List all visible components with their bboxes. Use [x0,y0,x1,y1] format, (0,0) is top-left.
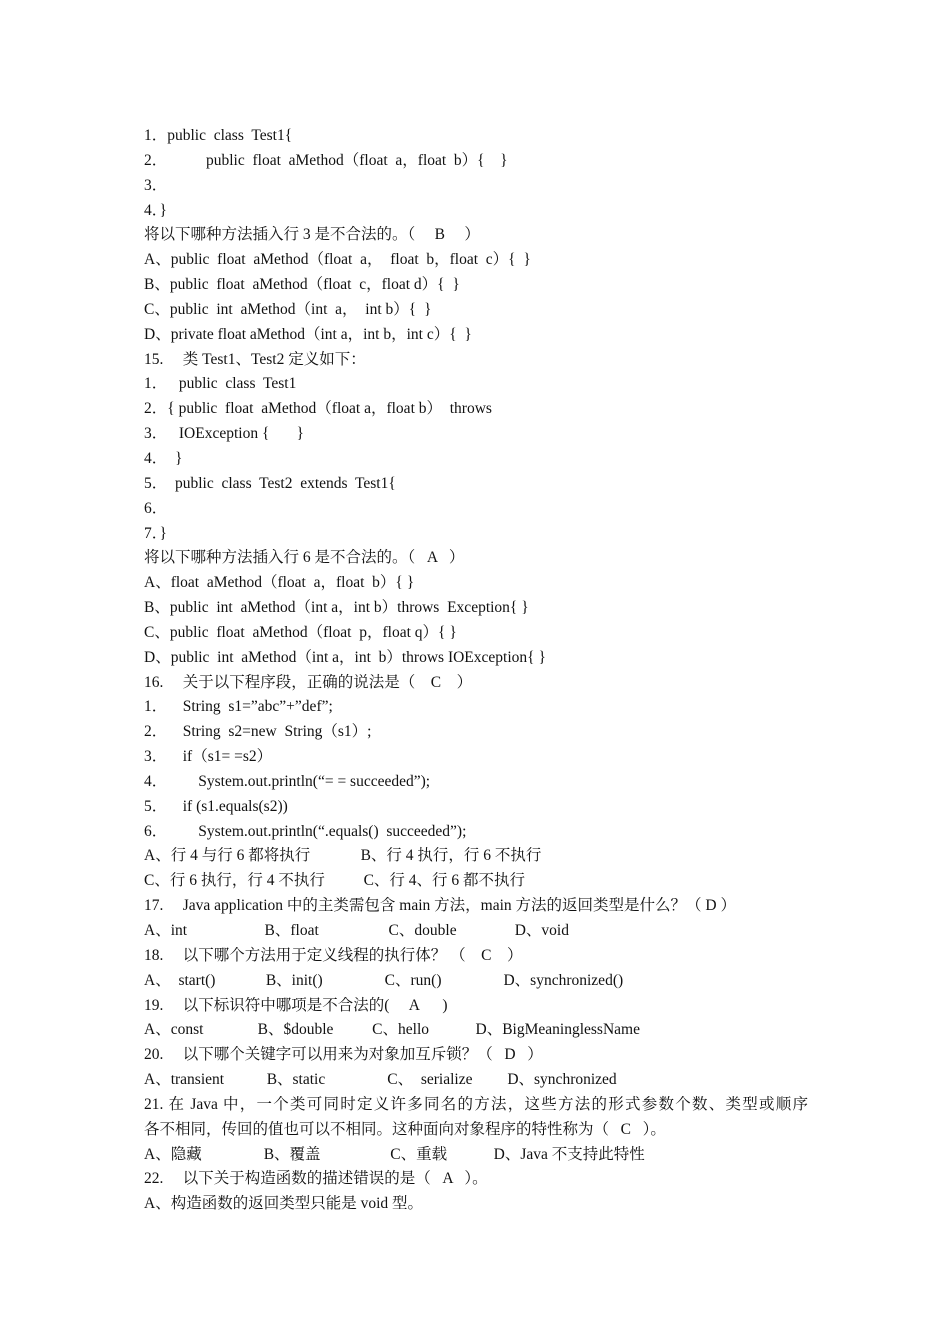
text-line: 5． public class Test2 extends Test1{ [144,474,396,492]
option-line: A、构造函数的返回类型只能是 void 型。 [144,1195,424,1213]
question-line: 15. 类 Test1、Test2 定义如下： [144,350,366,368]
text-line: 5． if (s1.equals(s2)) [144,797,288,815]
question-line: 将以下哪种方法插入行 6 是不合法的。（ A ） [144,549,465,567]
option-line: A、隐藏 B、覆盖 C、重载 D、Java 不支持此特性 [144,1145,645,1163]
text-line: 4． } [144,449,183,467]
option-line: C、public float aMethod（float p，float q）{ } [144,623,457,641]
document-body [144,124,824,1217]
question-line-continued: 各不相同，传回的值也可以不相同。这种面向对象程序的特性称为（ C ）。 [144,1120,666,1138]
option-line: C、public int aMethod（int a， int b）{ } [144,300,432,318]
question-line: 16. 关于以下程序段，正确的说法是（ C ） [144,673,473,691]
option-line: A、 start() B、init() C、run() D、synchronized() [144,971,624,989]
text-line: 2． public float aMethod（float a，float b）{ } [144,151,508,169]
text-line: 4． System.out.println(“= = succeeded”); [144,772,431,790]
text-line: 4．} [144,201,167,219]
option-line: D、private float aMethod（int a，int b，int c）{ } [144,325,472,343]
question-line: 19. 以下标识符中哪项是不合法的( A ) [144,996,448,1014]
question-line: 20. 以下哪个关键字可以用来为对象加互斥锁？（ D ） [144,1046,543,1064]
question-line: 22. 以下关于构造函数的描述错误的是（ A ）。 [144,1170,488,1188]
option-line: A、transient B、static C、 serialize D、synchronized [144,1071,617,1089]
option-line: A、int B、float C、double D、void [144,922,569,939]
text-line: 2． String s2=new String（s1）; [144,723,372,741]
option-line: D、public int aMethod（int a，int b）throws IOException{ } [144,648,546,666]
text-line: 7．} [144,524,167,542]
question-line: 18. 以下哪个方法用于定义线程的执行体？ （ C ） [144,946,523,964]
question-line: 21. 在 Java 中，一个类可同时定义许多同名的方法，这些方法的形式参数个数、类型或顺序 [144,1095,808,1113]
text-line: 2．{ public float aMethod（float a，float b） throws [144,400,492,418]
text-line: 3． IOException { } [144,425,304,443]
question-line: 将以下哪种方法插入行 3 是不合法的。（ B ） [144,226,480,244]
option-line: A、float aMethod（float a，float b）{ } [144,574,415,592]
text-line: 6． [144,499,168,517]
option-line: B、public int aMethod（int a，int b）throws Exception{ } [144,599,529,617]
text-line: 1． String s1=”abc”+”def”; [144,698,333,716]
option-line: A、行 4 与行 6 都将执行 B、行 4 执行，行 6 不执行 [144,847,542,865]
question-line: 17. Java application 中的主类需包含 main 方法，main 方法的返回类型是什么？（ D ） [144,897,736,915]
text-line: 1． public class Test1 [144,375,297,393]
text-line: 1．public class Test1{ [144,127,293,144]
option-line: A、public float aMethod（float a， float b，float c）{ } [144,251,531,269]
text-line: 3． [144,176,168,194]
option-line: B、public float aMethod（float c，float d）{ } [144,276,460,294]
option-line: A、const B、$double C、hello D、BigMeaninglessName [144,1021,640,1039]
text-line: 3． if（s1= =s2） [144,748,273,766]
option-line: C、行 6 执行，行 4 不执行 C、行 4、行 6 都不执行 [144,872,526,890]
text-line: 6． System.out.println(“.equals() succeeded”); [144,822,467,840]
